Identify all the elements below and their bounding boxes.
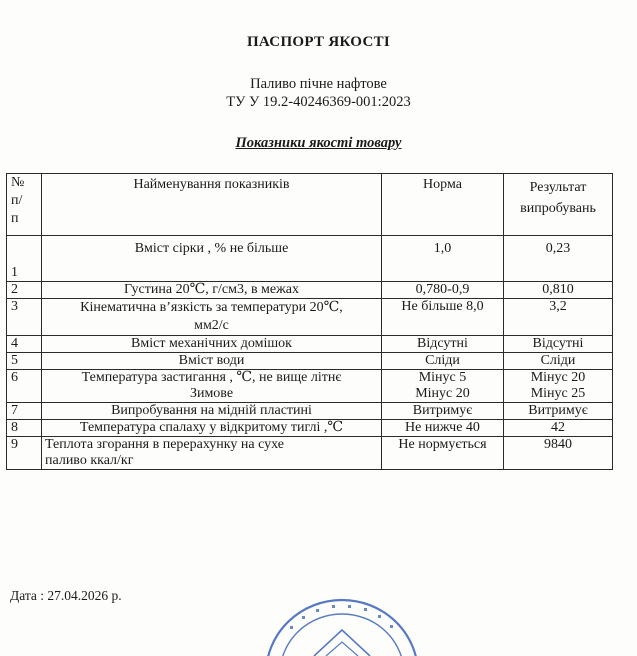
row-num: 6 (7, 370, 42, 403)
row-name: Випробування на мідній пластині (42, 403, 382, 420)
row-result-line: Мінус 20 (530, 370, 586, 385)
row-num: 7 (7, 403, 42, 420)
row-result: 42 (504, 420, 613, 437)
document-title: ПАСПОРТ ЯКОСТІ (246, 34, 391, 50)
table-row (7, 299, 613, 336)
quality-table (6, 173, 613, 470)
header-result-line: Результат (529, 180, 587, 195)
section-title: Показники якості товару (235, 135, 402, 151)
row-result (504, 370, 613, 403)
row-name-line: Теплота згорання в перерахунку на сухе (45, 437, 284, 452)
row-name: Вміст сірки , % не більше (42, 236, 382, 282)
row-result: 0,810 (504, 282, 613, 299)
row-norm: Сліди (382, 353, 504, 370)
row-name-line: Зимове (189, 386, 234, 401)
row-norm: Не нормується (382, 437, 504, 470)
table-row (7, 437, 613, 470)
header-result-line: випробувань (520, 201, 596, 216)
header-num (7, 174, 42, 236)
row-norm: Не більше 8,0 (382, 299, 504, 336)
row-result: Відсутні (504, 336, 613, 353)
document-date: Дата : 27.04.2026 р. (10, 588, 122, 603)
table-row (7, 370, 613, 403)
row-result: 0,23 (504, 236, 613, 282)
table-header-row (7, 174, 613, 236)
row-norm-line: Мінус 20 (415, 386, 470, 401)
row-norm: 1,0 (382, 236, 504, 282)
header-name: Найменування показників (42, 174, 382, 236)
table-row (7, 420, 613, 437)
row-result: Витримує (504, 403, 613, 420)
row-name: Температура спалаху у відкритому тиглі ,℃ (42, 420, 382, 437)
row-name-line: мм2/с (194, 318, 229, 333)
row-name (42, 437, 382, 470)
product-name: Паливо пічне нафтове (250, 76, 387, 92)
row-num: 2 (7, 282, 42, 299)
table-row (7, 336, 613, 353)
row-num: 5 (7, 353, 42, 370)
official-stamp-icon (262, 596, 422, 656)
row-name: Вміст води (42, 353, 382, 370)
row-norm: 0,780-0,9 (382, 282, 504, 299)
row-name (42, 370, 382, 403)
row-norm: Не нижче 40 (382, 420, 504, 437)
table-row (7, 403, 613, 420)
header-norm: Норма (382, 174, 504, 236)
header-num-line: № (11, 175, 25, 190)
header-num-line: п/ (11, 193, 23, 208)
row-result: Сліди (504, 353, 613, 370)
header-result (504, 174, 613, 236)
row-norm-line: Мінус 5 (418, 370, 467, 385)
row-result-line: Мінус 25 (530, 386, 586, 401)
row-norm: Відсутні (382, 336, 504, 353)
row-norm (382, 370, 504, 403)
row-name-line: Температура застигання , ℃, не вище літнє (81, 370, 342, 385)
spec-number: ТУ У 19.2-40246369-001:2023 (226, 94, 411, 110)
header-num-line: п (11, 211, 19, 226)
row-result: 9840 (504, 437, 613, 470)
row-num: 9 (7, 437, 42, 470)
row-num: 4 (7, 336, 42, 353)
row-name: Густина 20℃, г/см3, в межах (42, 282, 382, 299)
row-name: Вміст механічних домішок (42, 336, 382, 353)
row-name (42, 299, 382, 336)
table-row (7, 353, 613, 370)
row-num: 8 (7, 420, 42, 437)
row-norm: Витримує (382, 403, 504, 420)
row-num: 3 (7, 299, 42, 336)
row-num: 1 (7, 236, 42, 282)
table-row (7, 236, 613, 282)
table-row (7, 282, 613, 299)
row-name-line: Кінематична в’язкість за температури 20℃, (80, 300, 343, 315)
row-result: 3,2 (504, 299, 613, 336)
row-name-line: паливо ккал/кг (45, 453, 134, 468)
